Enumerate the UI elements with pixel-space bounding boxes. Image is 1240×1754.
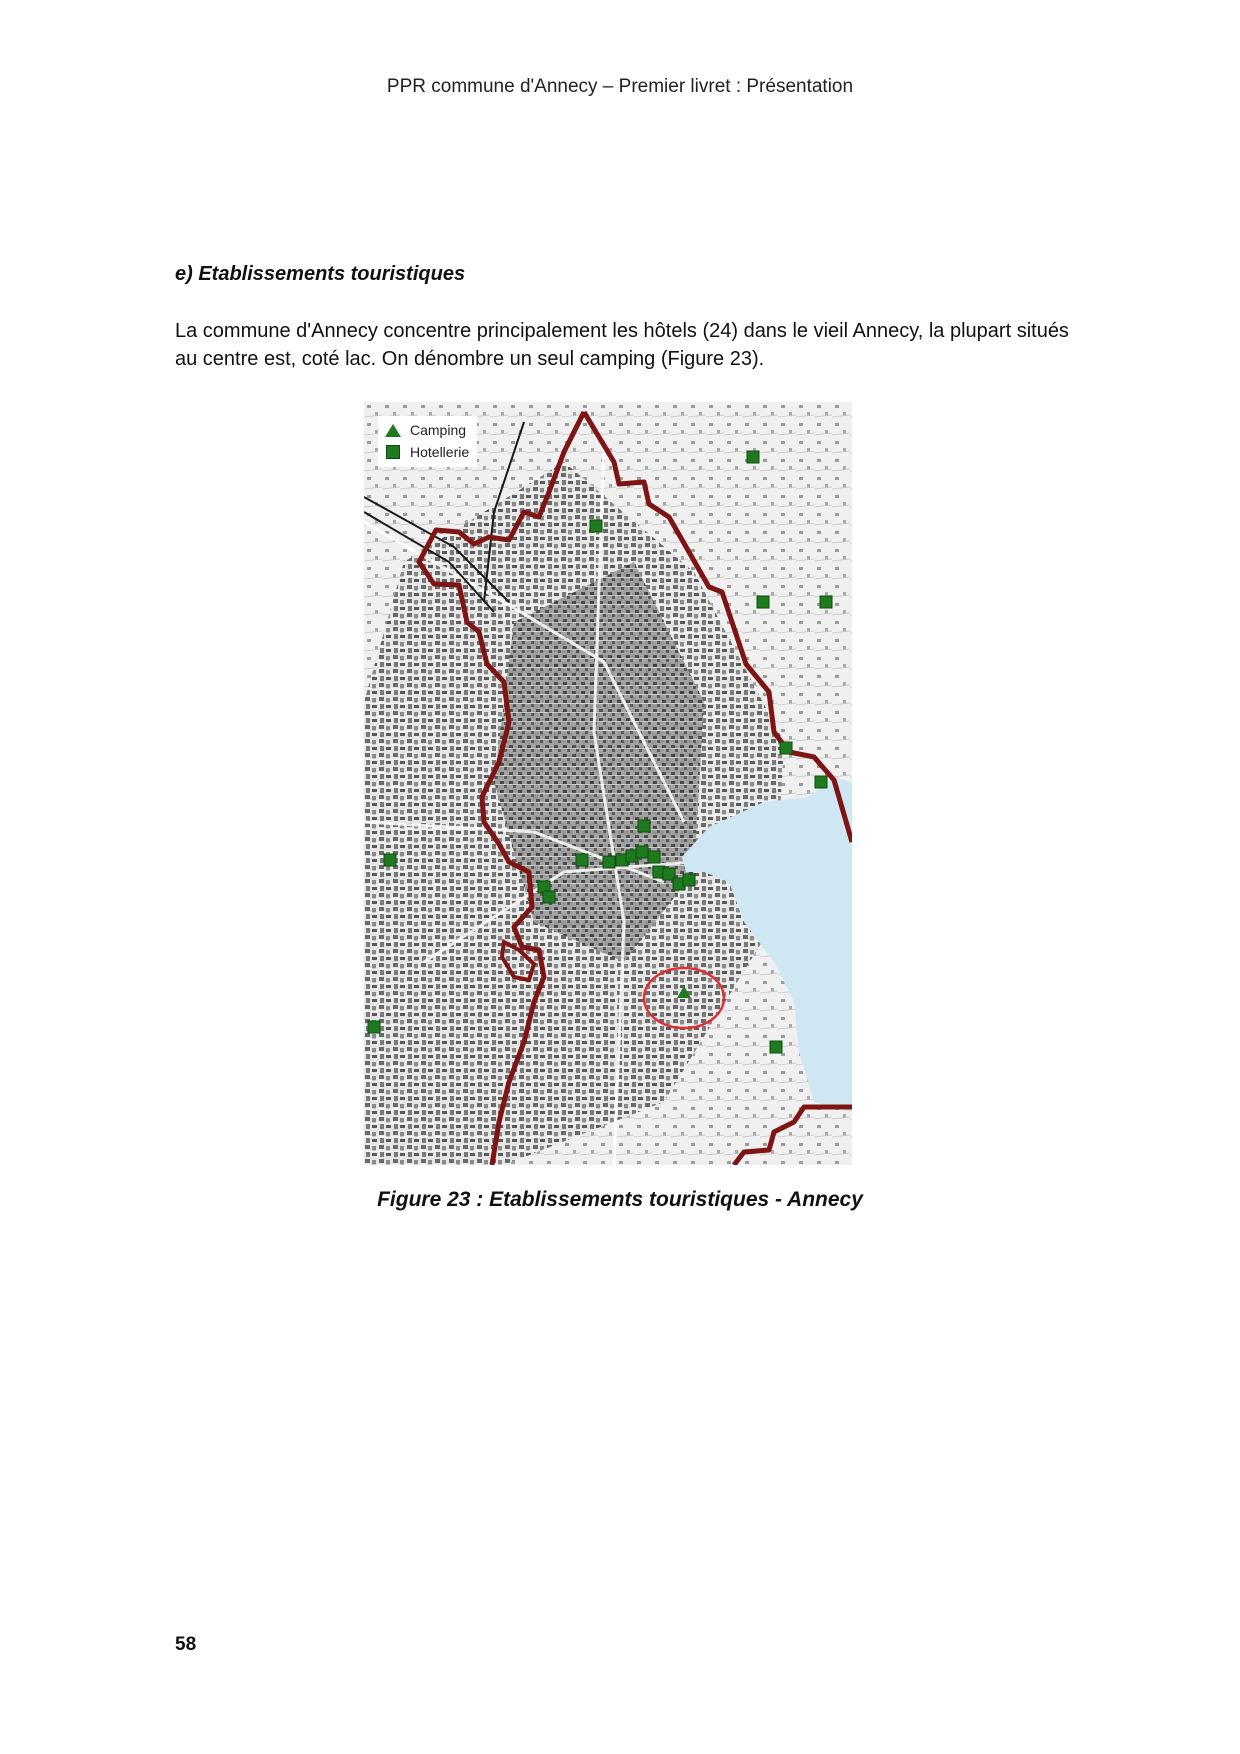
annecy-map bbox=[364, 402, 852, 1165]
section-heading: e) Etablissements touristiques bbox=[175, 263, 466, 285]
legend-item-hotellerie bbox=[384, 441, 469, 463]
page-number: 58 bbox=[175, 1634, 197, 1655]
hotel-square-icon bbox=[384, 445, 402, 459]
legend-hotellerie-label: Hotellerie bbox=[410, 444, 470, 460]
hotel-marker bbox=[384, 854, 396, 866]
hotel-marker bbox=[747, 451, 759, 463]
hotel-marker bbox=[638, 820, 650, 832]
camping-triangle-icon bbox=[384, 424, 402, 437]
hotel-marker bbox=[820, 596, 832, 608]
hotel-marker bbox=[543, 891, 555, 903]
legend-camping-label: Camping bbox=[410, 422, 467, 438]
body-paragraph: La commune d'Annecy concentre principalement les hôtels (24) dans le vieil Annecy, la plupart situés au centre est, coté lac. On dénombre un seul camping (Figure 23). bbox=[175, 320, 1069, 370]
hotel-marker bbox=[590, 520, 602, 532]
running-header: PPR commune d'Annecy – Premier livret : Présentation bbox=[386, 76, 854, 97]
hotel-marker bbox=[815, 776, 827, 788]
hotel-marker bbox=[683, 874, 695, 886]
hotel-marker bbox=[603, 856, 615, 868]
hotel-marker bbox=[576, 854, 588, 866]
map-legend bbox=[378, 416, 477, 467]
legend-item-camping bbox=[384, 419, 469, 441]
hotel-marker bbox=[648, 851, 660, 863]
hotel-marker bbox=[368, 1021, 380, 1033]
figure-caption: Figure 23 : Etablissements touristiques - Annecy bbox=[377, 1188, 863, 1211]
map-figure bbox=[364, 402, 852, 1165]
hotel-marker bbox=[636, 846, 648, 858]
hotel-marker bbox=[757, 596, 769, 608]
hotel-marker bbox=[770, 1041, 782, 1053]
hotel-marker bbox=[780, 742, 792, 754]
